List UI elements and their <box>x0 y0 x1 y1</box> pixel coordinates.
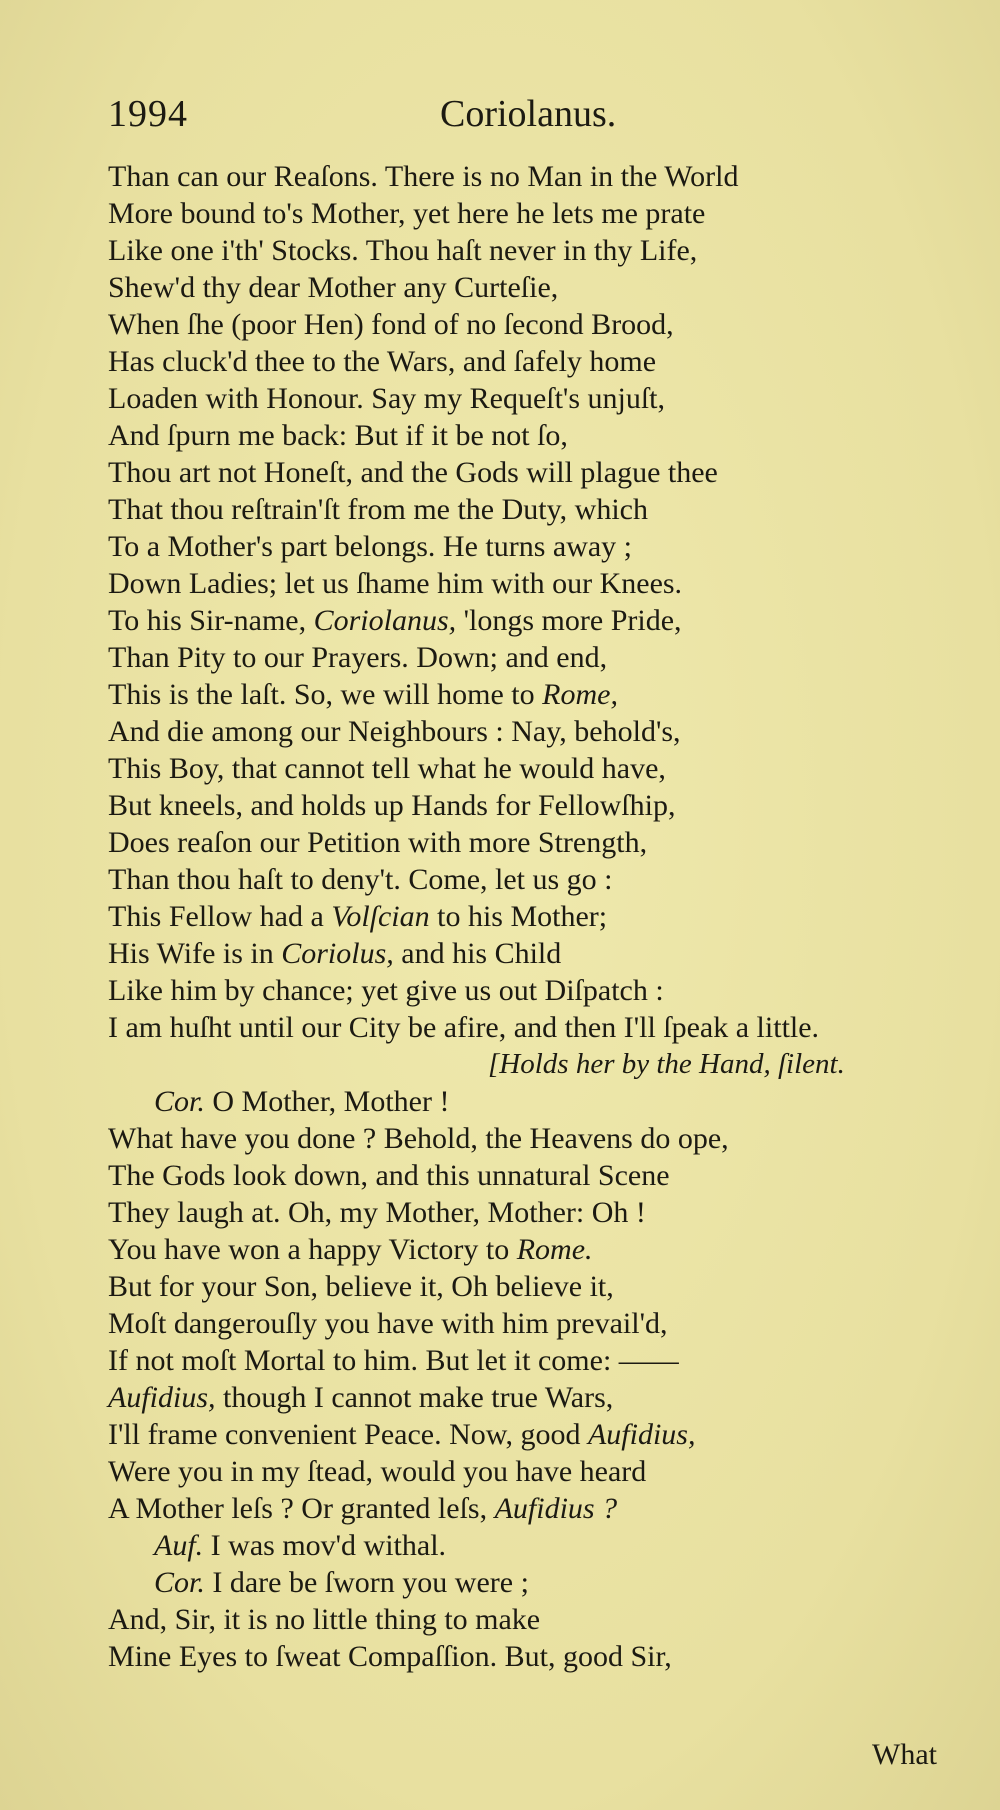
italic-name: Volſcian <box>331 900 430 933</box>
speech-line <box>0 1527 1000 1564</box>
italic-name: Aufidius, <box>587 1418 696 1451</box>
verse-line: When ſhe (poor Hen) fond of no ſecond Brood, <box>108 308 674 341</box>
verse-line <box>0 935 1000 972</box>
verse-line: That thou reſtrain'ſt from me the Duty, which <box>108 493 648 526</box>
verse-line: Shew'd thy dear Mother any Curteſie, <box>108 271 559 304</box>
line-text: O Mother, Mother ! <box>204 1085 450 1118</box>
verse-line: Than Pity to our Prayers. Down; and end, <box>108 641 608 674</box>
verse-line: What have you done ? Behold, the Heavens do ope, <box>108 1122 729 1155</box>
speaker-name: Cor. <box>154 1085 205 1118</box>
stage-direction: [Holds her by the Hand, ſilent. <box>488 1048 845 1080</box>
page-header <box>108 92 668 142</box>
line-text: to his Mother; <box>429 900 608 933</box>
line-text: This Fellow had a <box>108 900 332 933</box>
verse-line: Has cluck'd thee to the Wars, and ſafely home <box>108 345 657 378</box>
italic-name: Rome, <box>542 678 618 711</box>
verse-line: To a Mother's part belongs. He turns away ; <box>108 530 633 563</box>
speech-line <box>0 1564 1000 1601</box>
verse-line: Than thou haſt to deny't. Come, let us go : <box>108 863 613 896</box>
verse-line: Moſt dangerouſly you have with him prevail'd, <box>108 1307 668 1340</box>
verse-line: Like one i'th' Stocks. Thou haſt never in thy Life, <box>108 234 698 267</box>
verse-line: The Gods look down, and this unnatural Scene <box>108 1159 670 1192</box>
verse-line: And die among our Neighbours : Nay, behold's, <box>108 715 681 748</box>
line-text: I'll frame convenient Peace. Now, good <box>108 1418 588 1451</box>
verse-line: Down Ladies; let us ſhame him with our Knees. <box>108 567 683 600</box>
verse-line: This Boy, that cannot tell what he would have, <box>108 752 666 785</box>
verse-line <box>0 1231 1000 1268</box>
line-text: I dare be ſworn you were ; <box>204 1566 529 1599</box>
line-text: This is the laſt. So, we will home to <box>108 678 543 711</box>
verse-line: Loaden with Honour. Say my Requeſt's unjuſt, <box>108 382 666 415</box>
verse-line <box>0 1416 1000 1453</box>
italic-name: Coriolus, <box>281 937 394 970</box>
line-text: and his Child <box>393 937 562 970</box>
line-text: A Mother leſs ? Or granted leſs, <box>108 1492 495 1525</box>
italic-name: Rome. <box>516 1233 593 1266</box>
speaker-name: Cor. <box>154 1566 205 1599</box>
verse-line: And ſpurn me back: But if it be not ſo, <box>108 419 568 452</box>
verse-line <box>0 1379 1000 1416</box>
italic-name: Coriolanus, <box>313 604 457 637</box>
verse-line: But kneels, and holds up Hands for Fellowſhip, <box>108 789 676 822</box>
running-title: Coriolanus. <box>440 93 617 135</box>
verse-text <box>0 158 1000 1675</box>
verse-line <box>0 898 1000 935</box>
verse-line: But for your Son, believe it, Oh believe it, <box>108 1270 614 1303</box>
verse-line: They laugh at. Oh, my Mother, Mother: Oh ! <box>108 1196 646 1229</box>
page-number: 1994 <box>108 93 188 135</box>
verse-line: Than can our Reaſons. There is no Man in the World <box>108 160 739 193</box>
verse-line: If not moſt Mortal to him. But let it come: —— <box>108 1344 679 1377</box>
speaker-name: Auf. <box>154 1529 204 1562</box>
line-text: His Wife is in <box>108 937 282 970</box>
catchword: What <box>872 1738 937 1771</box>
verse-line: Like him by chance; yet give us out Diſpatch : <box>108 974 664 1007</box>
italic-name: Aufidius ? <box>494 1492 618 1525</box>
verse-line: I am huſht until our City be afire, and then I'll ſpeak a little. <box>108 1011 820 1044</box>
verse-line: Were you in my ſtead, would you have heard <box>108 1455 647 1488</box>
line-text: though I cannot make true Wars, <box>215 1381 614 1414</box>
speech-line <box>0 1083 1000 1120</box>
verse-line <box>0 602 1000 639</box>
verse-line: And, Sir, it is no little thing to make <box>108 1603 541 1636</box>
line-text: 'longs more Pride, <box>456 604 682 637</box>
line-text: To his Sir-name, <box>108 604 314 637</box>
verse-line: More bound to's Mother, yet here he lets me prate <box>108 197 706 230</box>
line-text: I was mov'd withal. <box>203 1529 447 1562</box>
verse-line <box>0 676 1000 713</box>
italic-name: Aufidius, <box>108 1381 216 1414</box>
verse-line: Does reaſon our Petition with more Strength, <box>108 826 648 859</box>
verse-line: Thou art not Honeſt, and the Gods will plague thee <box>108 456 718 489</box>
verse-line: Mine Eyes to ſweat Compaſſion. But, good Sir, <box>108 1640 672 1673</box>
line-text: You have won a happy Victory to <box>108 1233 517 1266</box>
verse-line <box>0 1490 1000 1527</box>
